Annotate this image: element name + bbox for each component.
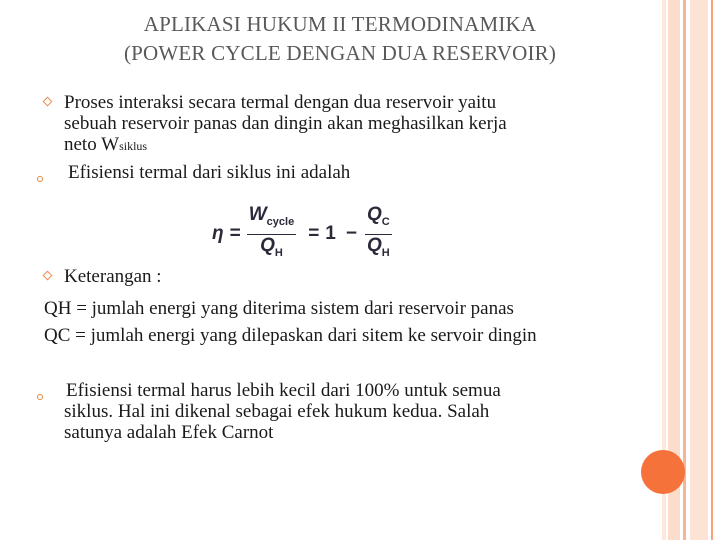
decor-stripe-4 — [690, 0, 708, 540]
bullet-4-line-1: Efisiensi termal harus lebih kecil dari 100% untuk semua — [66, 380, 501, 401]
formula-qh2-sub: H — [381, 246, 390, 259]
bullet-1-line-2: sebuah reservoir panas dan dingin akan meghasilkan kerja — [64, 113, 507, 134]
formula-eta: η — [212, 222, 224, 244]
bullet-4-text — [66, 380, 501, 443]
formula-equals-2: = — [308, 222, 320, 244]
formula-qh-letter: Q — [260, 234, 275, 256]
title-line-1: APLIKASI HUKUM II TERMODINAMIKA — [143, 12, 537, 36]
formula-fraction-w-over-qh — [247, 204, 296, 264]
formula-w-sub: cycle — [266, 215, 295, 228]
formula-minus: − — [345, 222, 357, 244]
bullet-4-line-2: siklus. Hal ini dikenal sebagai efek hukum kedua. Salah — [64, 401, 490, 422]
formula-qc — [365, 204, 392, 235]
efficiency-formula — [212, 204, 398, 264]
bullet-1-line-3-text: neto W — [64, 134, 120, 155]
bullet-3-text: Keterangan : — [64, 266, 162, 287]
decor-stripe-3 — [683, 0, 686, 540]
bullet-1-line-1: Proses interaksi secara termal dengan dua reservoir yaitu — [64, 92, 497, 113]
formula-w-cycle — [247, 204, 296, 235]
definition-qc: QC = jumlah energi yang dilepaskan dari sitem ke servoir dingin — [44, 325, 537, 346]
formula-qh — [260, 235, 283, 264]
bullet-4-line-3: satunya adalah Efek Carnot — [64, 422, 274, 443]
formula-equals-1: = — [229, 222, 241, 244]
bullet-1-line-3 — [64, 134, 507, 157]
bullet-1-text — [64, 92, 507, 157]
title-line-2: (POWER CYCLE DENGAN DUA RESERVOIR) — [123, 41, 557, 65]
bullet-circle-icon — [37, 394, 43, 400]
bullet-2-text: Efisiensi termal dari siklus ini adalah — [68, 162, 351, 183]
slide-title — [60, 10, 620, 68]
formula-fraction-qc-over-qh — [365, 204, 392, 264]
formula-qc-sub: C — [381, 215, 390, 228]
formula-qh-sub: H — [274, 246, 283, 259]
decor-stripe-5 — [711, 0, 713, 540]
formula-one: 1 — [325, 222, 336, 244]
definition-qh: QH = jumlah energi yang diterima sistem dari reservoir panas — [44, 298, 514, 319]
bullet-diamond-icon — [43, 271, 53, 281]
bullet-diamond-icon — [43, 97, 53, 107]
decor-orange-circle — [641, 450, 685, 494]
formula-qh2-letter: Q — [366, 234, 382, 256]
formula-qh-2 — [367, 235, 390, 264]
bullet-1-subscript: siklus — [119, 139, 148, 153]
formula-w: W — [248, 204, 267, 225]
bullet-circle-icon — [37, 176, 43, 182]
formula-qc-letter: Q — [366, 204, 382, 225]
